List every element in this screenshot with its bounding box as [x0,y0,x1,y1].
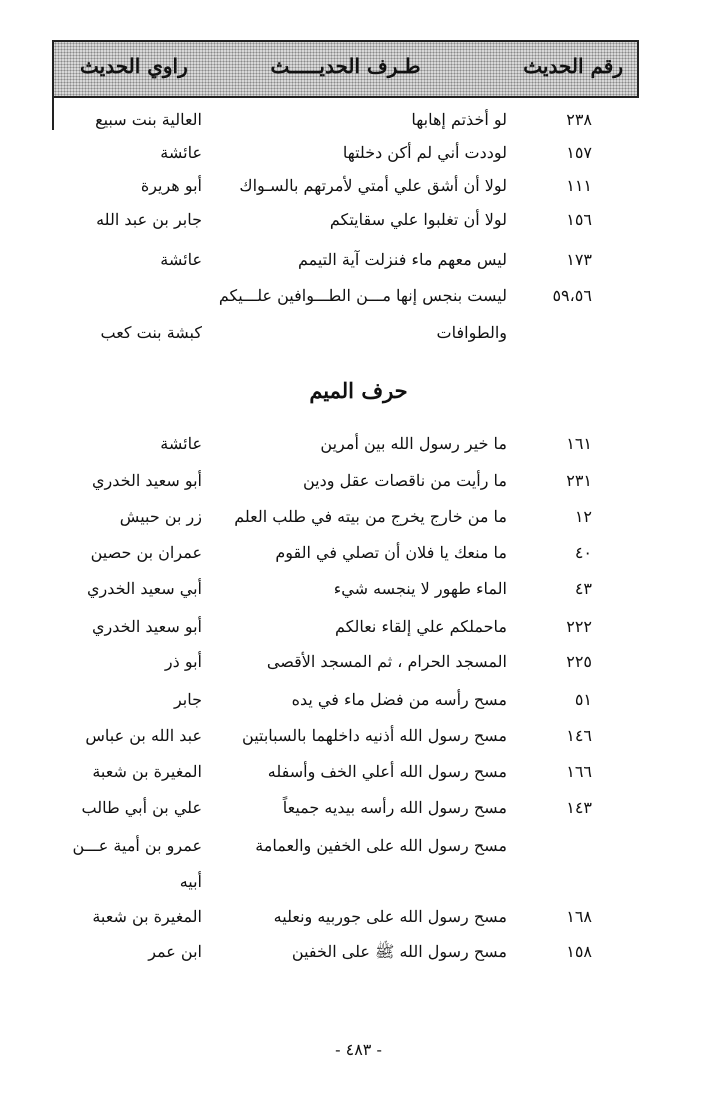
narrator: العالية بنت سبيع [95,110,202,129]
table-row [0,110,717,140]
hadith-text: ما من خارج يخرج من بيته في طلب العلم [234,507,507,526]
narrator: كبشة بنت كعب [100,323,202,342]
hadith-text: مسح رسول الله أعلي الخف وأسفله [267,762,507,781]
narrator: المغيرة بن شعبة [92,762,202,781]
hadith-text: مسح رسول الله رأسه بيديه جميعاً [282,798,507,817]
table-row [0,471,717,501]
table-row [0,507,717,537]
hadith-text: المسجد الحرام ، ثم المسجد الأقصى [266,652,507,671]
hadith-number: ١٦٦ [566,762,592,781]
table-row [0,652,717,682]
hadith-number: ٥١ [574,690,592,709]
table-row [0,434,717,464]
table-row [0,176,717,206]
narrator: أبي سعيد الخدري [86,579,202,598]
hadith-text: لوددت أني لم أكن دخلتها [342,143,507,162]
table-row [0,907,717,937]
hadith-number: ١٤٣ [566,798,592,817]
page-number: - ٤٨٣ - [335,1040,382,1059]
hadith-text: مسح رسول الله أذنيه داخلهما بالسبابتين [242,726,507,745]
hadith-number: ١٦١ [566,434,592,453]
hadith-number: ١١١ [566,176,592,195]
hadith-number: ١٢ [574,507,592,526]
hadith-text: مسح رأسه من فضل ماء في يده [291,690,507,709]
hadith-text: لولا أن تغلبوا علي سقايتكم [329,210,507,229]
table-row [0,942,717,972]
hadith-text: مسح رسول الله على جوربيه ونعليه [273,907,507,926]
narrator: أبو هريرة [140,176,202,195]
narrator: عائشة [160,143,202,162]
hadith-text: مسح رسول الله على الخفين والعمامة [255,836,507,855]
narrator: جابر بن عبد الله [96,210,202,229]
table-row [0,143,717,173]
table-row [0,762,717,792]
hadith-number: ٤٠ [574,543,592,562]
narrator: علي بن أبي طالب [81,798,202,817]
table-row [0,872,717,902]
narrator: أبو ذر [164,652,202,671]
table-row [0,250,717,280]
hadith-number: ١٥٦ [566,210,592,229]
hadith-number: ١٥٨ [566,942,592,961]
narrator: عمران بن حصين [90,543,202,562]
hadith-text: ما خير رسول الله بين أمرين [320,434,507,453]
hadith-number: ٢٢٥ [566,652,592,671]
table-row [0,286,717,316]
table-row [0,543,717,573]
narrator: جابر [173,690,202,709]
narrator: المغيرة بن شعبة [92,907,202,926]
narrator: أبيه [179,872,202,891]
hadith-text: لو أخذتم إهابها [411,110,507,129]
narrator: أبو سعيد الخدري [92,471,202,490]
narrator: أبو سعيد الخدري [92,617,202,636]
hadith-number: ٢٢٢ [566,617,592,636]
hadith-number: ٤٣ [574,579,592,598]
table-row [0,690,717,720]
hadith-text: والطوافات [436,323,507,342]
section-title: حرف الميم [309,378,408,403]
hadith-number: ٢٣١ [566,471,592,490]
hadith-number: ٢٣٨ [566,110,592,129]
header-number: رقم الحديث [523,54,623,78]
hadith-number: ١٦٨ [566,907,592,926]
hadith-text: مسح رسول الله ﷺ على الخفين [291,942,507,961]
hadith-text: ما رأيت من ناقصات عقل ودين [303,471,507,490]
narrator: ابن عمر [148,942,202,961]
table-row [0,798,717,828]
hadith-text: الماء طهور لا ينجسه شيء [333,579,507,598]
hadith-text: ماحملكم علي إلقاء نعالكم [334,617,507,636]
header-hadith: طـرف الحديـــــث [270,54,421,78]
table-row [0,836,717,866]
table-row [0,726,717,756]
narrator: عبد الله بن عباس [85,726,202,745]
narrator: زر بن حبيش [119,507,202,526]
hadith-number: ١٧٣ [566,250,592,269]
hadith-number: ١٤٦ [566,726,592,745]
table-row [0,617,717,647]
hadith-text: ما منعك يا فلان أن تصلي في القوم [275,543,507,562]
narrator: عائشة [160,250,202,269]
table-row [0,579,717,609]
hadith-text: لولا أن أشق علي أمتي لأمرتهم بالسـواك [239,176,507,195]
table-header [52,40,639,98]
hadith-text: ليست بنجس إنها مـــن الطـــوافين علـــيكم [218,286,507,305]
table-row [0,210,717,240]
narrator: عائشة [160,434,202,453]
hadith-number: ١٥٧ [566,143,592,162]
table-row [0,323,717,353]
hadith-number: ٥٩،٥٦ [552,286,592,305]
header-narrator: راوي الحديث [80,54,188,78]
narrator: عمرو بن أمية عـــن [72,836,202,855]
hadith-text: ليس معهم ماء فنزلت آية التيمم [297,250,507,269]
